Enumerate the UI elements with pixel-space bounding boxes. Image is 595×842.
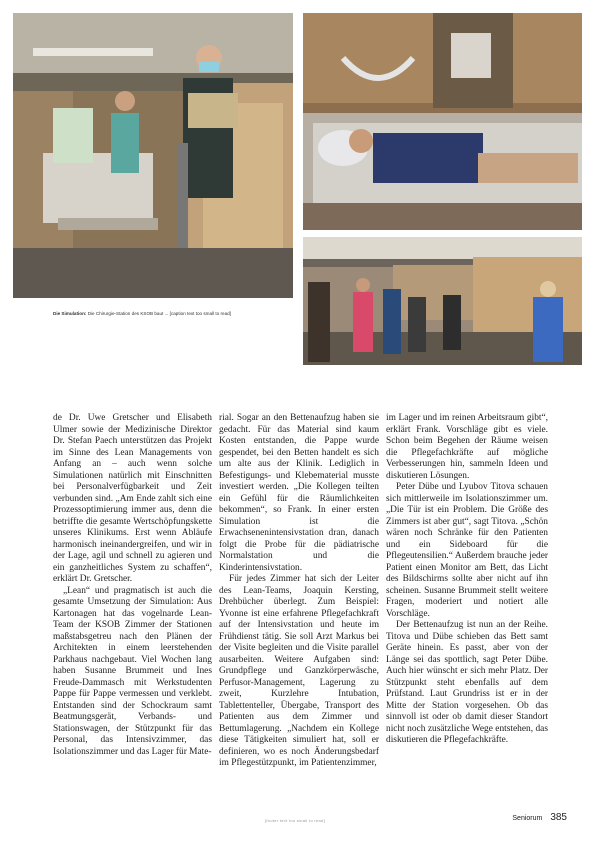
paragraph: rial. Sogar an den Bettenaufzug haben sie gedacht. Für das Material sind kaum Kosten entstanden, die Pappe wurde gespendet, bei den Betten handelt es sich um alte aus der Klinik. Lediglich in Befestigungs- und Klebematerial musste investiert werden. „Die Kollegen teilten ein Gefühl für die Räumlichkeiten bekommen“, so Frank. In einer ersten Simulation ist die Erwachsenenintensivstation dran, danach folgt die Probe für die pädiatrische Normalstation und die Kinderintensivstation.	[219, 413, 379, 573]
text-column-2	[219, 413, 379, 770]
caption-lead: Die Simulation:	[53, 311, 87, 316]
paragraph: Der Bettenaufzug ist nun an der Reihe. Titova und Dübe schieben das Bett samt Geräte hinein. Es passt, aber von der Länge sei das spottlich, sagt Peter Dübe. Auch hier wünscht er sich mehr Platz. Der Stützpunkt steht ebenfalls auf dem Prüfstand. Laut Grundriss ist er in der Mitte der Station vorgesehen. Ob das sinnvoll ist oder ob damit dieser Standort nicht noch zusätzliche Wege entstehen, das diskutieren die Pflegefachkräfte.	[386, 620, 548, 745]
paragraph: de Dr. Uwe Gretscher und Elisabeth Ulmer sowie der Medizinische Direktor Dr. Stefan Paech unterstützen das Projekt im Sinne des Lean Managements von Anfang an – auch wenn solche Simulationen natürlich mit Einschnitten bei Personalverfügbarkeit und Zeit verbunden sind. „Am Ende zahlt sich eine Prozessoptimierung immer aus, denn die betriffte die gesamte Wertschöpfungskette unseres Klinikums. Erst wenn Abläufe harmonisch ineinandergreifen, und wir in der Lage, agil und schnell zu agieren und ein ganzheitliches System zu schaffen“, erklärt Dr. Gretscher.	[53, 413, 212, 584]
paragraph: im Lager und im reinen Arbeitsraum gibt“, erklärt Frank. Vorschläge gibt es viele. Schon beim Begehen der Räume weisen die Pflegefachkräfte auf mögliche Verbesserungen hin, sammeln Ideen und diskutieren Lösungen.	[386, 413, 548, 481]
paragraph: „Lean“ und pragmatisch ist auch die gesamte Umsetzung der Simulation: Aus Kartonagen hat das vogelnarde Lean-Team der KSOB Zimmer der Stationen maßstabsgetreu nach den Plänen der Architekten in einem leerstehenden Parkhaus nachgebaut. Viel Wochen lang haben Susanne Brummeit und Ines Freude-Dammasch mit Werkstudenten Pappe für Pappe vermessen und verklebt. Entstanden sind der Schockraum samt Beatmungsgerät, Verbands- und Stationswagen, der Stützpunkt für das Personal, das Intensivzimmer, das Isolationszimmer und das Lager für Mate-	[53, 585, 212, 757]
page-number: 385	[550, 812, 567, 823]
page-footer	[512, 812, 567, 823]
photo-simulation-room	[13, 13, 293, 298]
photo-group-tour	[303, 237, 582, 365]
caption-text: Die Chirurgie-Station des KSOB baut ... [caption text too small to read]	[87, 311, 231, 316]
magazine-name: Seniorum	[512, 815, 543, 822]
text-column-1	[53, 413, 212, 758]
footer-note: [footer text too small to read]	[265, 818, 325, 823]
photo-patient-doll	[303, 13, 582, 230]
text-column-3	[386, 413, 548, 747]
photo-caption	[53, 311, 280, 318]
paragraph: Für jedes Zimmer hat sich der Leiter des Lean-Teams, Joaquin Kersting, Drehbücher überlegt. Zum Beispiel: Yvonne ist eine erfahrene Pflegefachkraft auf der Intensivstation und heute im Frühdienst tätig. Sie soll Arzt Markus bei der Visite begleiten und die Visite parallel ausarbeiten. Weitere Aufgaben sind: Grundpflege und Ganzkörperwäsche, Perfusor-Management, Lagerung zu zweit, Kurzlehre Intubation, Tablettenteller, Übergabe, Transport des Patienten aus dem Zimmer und Bettumlagerung. „Nachdem ein Kollege diese Tätigkeiten simuliert hat, soll er definieren, wo es noch Änderungsbedarf im Pflegestützpunkt, im Patientenzimmer,	[219, 574, 379, 768]
paragraph: Peter Dübe und Lyubov Titova schauen sich mittlerweile im Isolationszimmer um. „Die Tür ist ein Problem. Die Größe des Zimmers ist aber gut“, sagt Titova. „Schön wären noch Schränke für den Patienten und ein Sideboard für die Pflegeutensilien.“ Außerdem brauche jeder Patient einen Monitor am Bett, das Licht des Bildschirms sollte aber nicht auf ihn scheinen. Susanne Brummeit stellt weitere Fragen, moderiert und notiert alle Vorschläge.	[386, 482, 548, 619]
